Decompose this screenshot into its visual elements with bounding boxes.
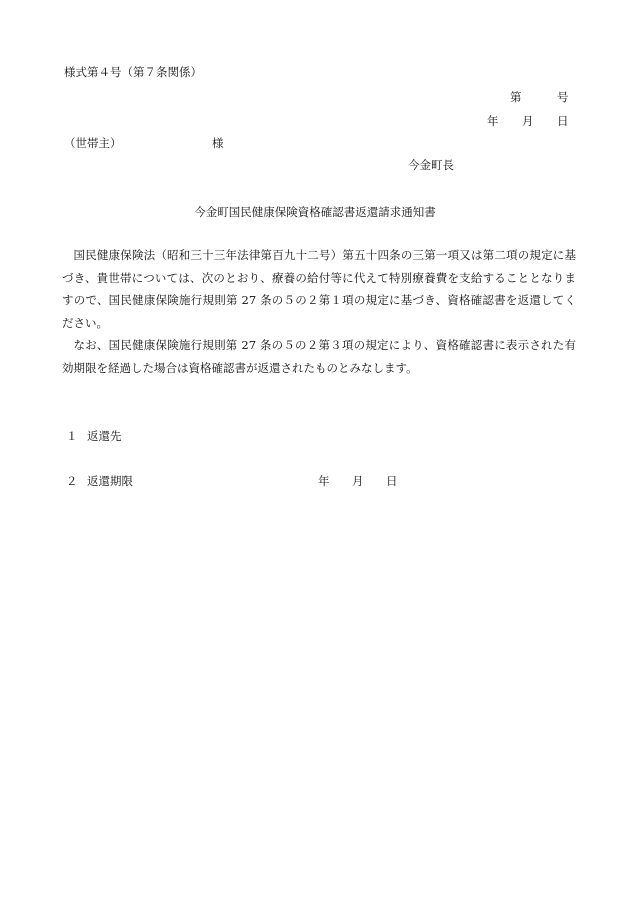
recipient-honorific: 様 [212, 136, 224, 150]
document-title: 今金町国民健康保険資格確認書返還請求通知書 [194, 205, 436, 219]
deadline-month: 月 [352, 474, 364, 488]
issue-date-day: 日 [557, 114, 569, 128]
issue-date-year: 年 [487, 114, 499, 128]
document-number-suffix: 号 [557, 90, 569, 104]
item-number-2: ２ [66, 474, 78, 488]
form-number: 様式第４号（第７条関係） [64, 65, 202, 79]
issue-date-month: 月 [522, 114, 534, 128]
document-number-prefix: 第 [510, 90, 522, 104]
body-paragraph-2: なお、国民健康保険施行規則第 27 条の５の２第３項の規定により、資格確認書に表示された有効期限を経過した場合は資格確認書が返還されたものとみなします。 [62, 338, 576, 375]
deadline-day: 日 [386, 474, 398, 488]
issuer-name: 今金町長 [408, 158, 454, 172]
recipient-label: （世帯主） [64, 136, 122, 150]
deadline-year: 年 [318, 474, 330, 488]
body-paragraph-1: 国民健康保険法（昭和三十三年法律第百九十二号）第五十四条の三第一項又は第二項の規定に基づき、貴世帯については、次のとおり、療養の給付等に代えて特別療養費を支給することとなりますので、国民健康保険施行規則第 27 条の５の２第１項の規定に基づき、資格確認書を返還してください。 [62, 248, 576, 330]
notice-body [62, 244, 576, 379]
item-label-return-deadline: 返還期限 [87, 474, 133, 488]
item-label-return-destination: 返還先 [87, 429, 122, 443]
item-number-1: １ [66, 429, 78, 443]
